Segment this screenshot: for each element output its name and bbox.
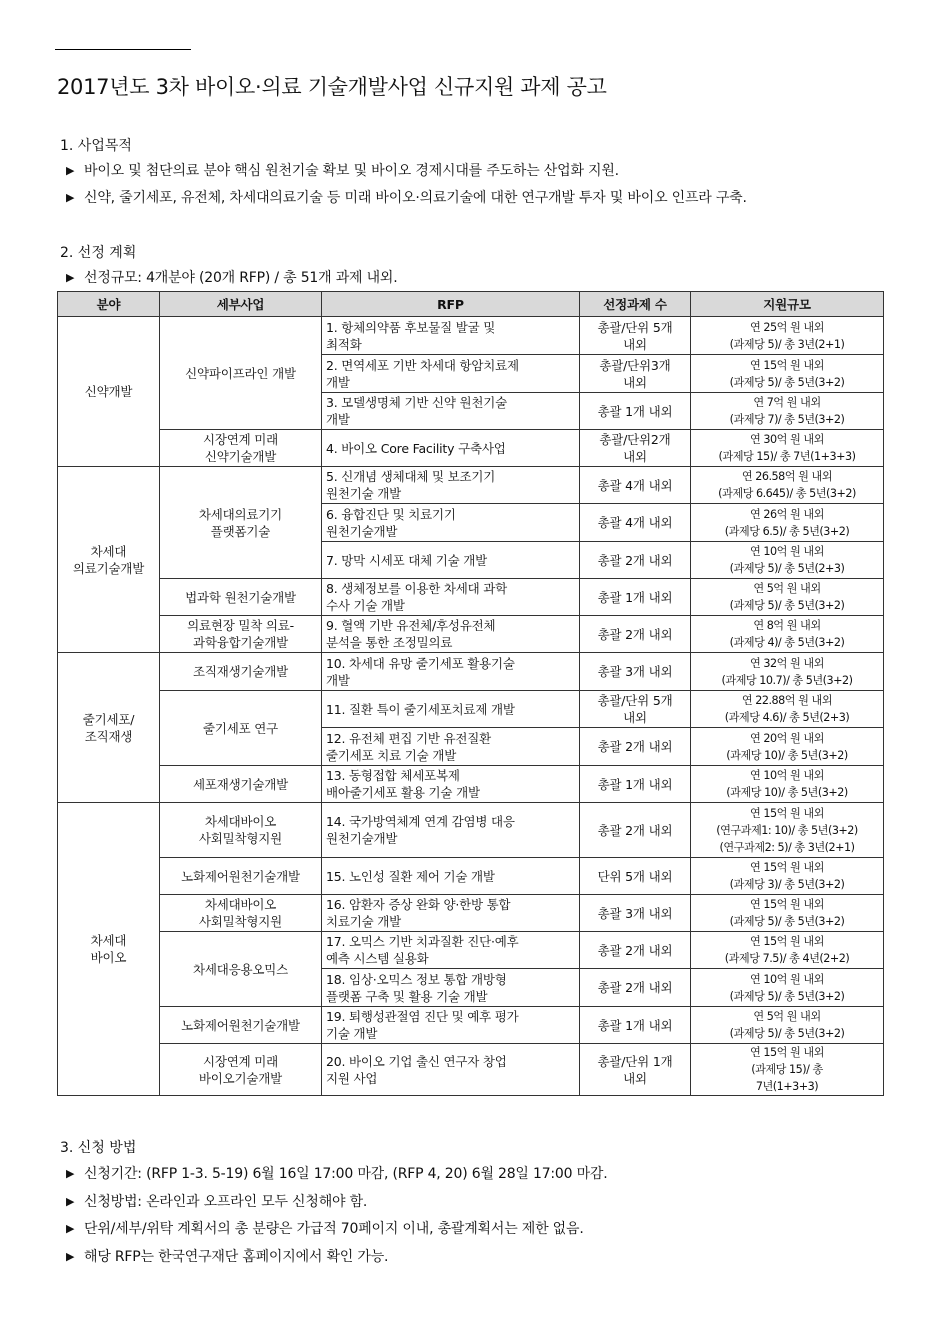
rfp-cell: 2. 면역세포 기반 차세대 항암치료제 개발	[322, 355, 580, 393]
bullet-text: 바이오 및 첨단의료 분야 핵심 원천기술 확보 및 바이오 경제시대를 주도하는 산업화 지원.	[84, 163, 619, 179]
bullet-text: 신청기간: (RFP 1-3. 5-19) 6월 16일 17:00 마감, (RFP 4, 20) 6월 28일 17:00 마감.	[84, 1166, 608, 1182]
header-program: 세부사업	[160, 292, 322, 317]
triangle-right-icon: ▶	[66, 271, 75, 284]
section-3-heading: 3. 신청 방법	[60, 1140, 137, 1156]
table-row	[58, 803, 884, 858]
rfp-cell: 12. 유전체 편집 기반 유전질환 줄기세포 치료 기술 개발	[322, 728, 580, 766]
count-cell: 단위 5개 내외	[580, 858, 691, 895]
program-cell: 시장연계 미래 신약기술개발	[160, 430, 322, 467]
support-cell: 연 22.88억 원 내외 (과제당 4.6)/ 총 5년(2+3)	[691, 691, 884, 728]
rfp-cell: 7. 망막 시세포 대체 기술 개발	[322, 542, 580, 579]
program-cell: 시장연계 미래 바이오기술개발	[160, 1044, 322, 1096]
triangle-right-icon: ▶	[66, 1167, 75, 1180]
section-3-bullet-1	[66, 1163, 608, 1183]
section-3-bullet-4	[66, 1246, 388, 1266]
section-3-bullet-3	[66, 1218, 584, 1238]
page-title: 2017년도 3차 바이오·의료 기술개발사업 신규지원 과제 공고	[57, 75, 607, 99]
count-cell: 총괄 3개 내외	[580, 653, 691, 691]
rfp-cell: 3. 모델생명체 기반 신약 원천기술 개발	[322, 393, 580, 430]
count-cell: 총괄/단위2개 내외	[580, 430, 691, 467]
support-cell: 연 15억 원 내외 (연구과제1: 10)/ 총 5년(3+2) (연구과제2: 5)/ 총 3년(2+1)	[691, 803, 884, 858]
support-cell: 연 10억 원 내외 (과제당 10)/ 총 5년(3+2)	[691, 766, 884, 803]
rfp-cell: 5. 신개념 생체대체 및 보조기기 원천기술 개발	[322, 467, 580, 504]
support-cell: 연 10억 원 내외 (과제당 5)/ 총 5년(2+3)	[691, 542, 884, 579]
program-cell: 차세대응용오믹스	[160, 932, 322, 1007]
selection-plan-table	[57, 291, 884, 1096]
table-row	[58, 858, 884, 895]
table-row	[58, 430, 884, 467]
rfp-cell: 15. 노인성 질환 제어 기술 개발	[322, 858, 580, 895]
count-cell: 총괄 2개 내외	[580, 803, 691, 858]
field-cell: 차세대 바이오	[58, 803, 160, 1096]
bullet-text: 단위/세부/위탁 계획서의 총 분량은 가급적 70페이지 이내, 총괄계획서는 제한 없음.	[84, 1221, 584, 1237]
support-cell: 연 26.58억 원 내외 (과제당 6.645)/ 총 5년(3+2)	[691, 467, 884, 504]
section-1-heading: 1. 사업목적	[60, 138, 132, 154]
count-cell: 총괄 1개 내외	[580, 579, 691, 616]
count-cell: 총괄 2개 내외	[580, 969, 691, 1007]
header-rule	[55, 49, 191, 50]
program-cell: 조직재생기술개발	[160, 653, 322, 691]
table-body	[58, 317, 884, 1096]
count-cell: 총괄 1개 내외	[580, 393, 691, 430]
count-cell: 총괄 1개 내외	[580, 1007, 691, 1044]
rfp-cell: 8. 생체정보를 이용한 차세대 과학 수사 기술 개발	[322, 579, 580, 616]
support-cell: 연 32억 원 내외 (과제당 10.7)/ 총 5년(3+2)	[691, 653, 884, 691]
program-cell: 차세대바이오 사회밀착형지원	[160, 803, 322, 858]
support-cell: 연 15억 원 내외 (과제당 5)/ 총 5년(3+2)	[691, 895, 884, 932]
support-cell: 연 5억 원 내외 (과제당 5)/ 총 5년(3+2)	[691, 1007, 884, 1044]
field-cell: 차세대 의료기술개발	[58, 467, 160, 653]
field-cell: 신약개발	[58, 317, 160, 467]
support-cell: 연 15억 원 내외 (과제당 7.5)/ 총 4년(2+2)	[691, 932, 884, 969]
table-header-row	[58, 292, 884, 317]
support-cell: 연 15억 원 내외 (과제당 15)/ 총 7년(1+3+3)	[691, 1044, 884, 1096]
program-cell: 노화제어원천기술개발	[160, 1007, 322, 1044]
table-row	[58, 895, 884, 932]
count-cell: 총괄 4개 내외	[580, 504, 691, 542]
rfp-cell: 9. 혈액 기반 유전체/후성유전체 분석을 통한 조정밀의료	[322, 616, 580, 653]
table-row	[58, 1007, 884, 1044]
count-cell: 총괄 3개 내외	[580, 895, 691, 932]
program-cell: 차세대의료기기 플랫폼기술	[160, 467, 322, 579]
rfp-cell: 17. 오믹스 기반 치과질환 진단·예후 예측 시스템 실용화	[322, 932, 580, 969]
header-rfp: RFP	[322, 292, 580, 317]
count-cell: 총괄 2개 내외	[580, 542, 691, 579]
support-cell: 연 25억 원 내외 (과제당 5)/ 총 3년(2+1)	[691, 317, 884, 355]
count-cell: 총괄 1개 내외	[580, 766, 691, 803]
support-cell: 연 8억 원 내외 (과제당 4)/ 총 5년(3+2)	[691, 616, 884, 653]
program-cell: 세포재생기술개발	[160, 766, 322, 803]
rfp-cell: 11. 질환 특이 줄기세포치료제 개발	[322, 691, 580, 728]
triangle-right-icon: ▶	[66, 164, 75, 177]
support-cell: 연 7억 원 내외 (과제당 7)/ 총 5년(3+2)	[691, 393, 884, 430]
bullet-text: 해당 RFP는 한국연구재단 홈페이지에서 확인 가능.	[84, 1249, 389, 1265]
table-row	[58, 317, 884, 355]
table-row	[58, 579, 884, 616]
bullet-text: 신청방법: 온라인과 오프라인 모두 신청해야 함.	[84, 1194, 368, 1210]
count-cell: 총괄 2개 내외	[580, 616, 691, 653]
field-cell: 줄기세포/ 조직재생	[58, 653, 160, 803]
bullet-text: 선정규모: 4개분야 (20개 RFP) / 총 51개 과제 내외.	[84, 270, 398, 286]
table-row	[58, 653, 884, 691]
table-row	[58, 467, 884, 504]
table-row	[58, 766, 884, 803]
support-cell: 연 5억 원 내외 (과제당 5)/ 총 5년(3+2)	[691, 579, 884, 616]
header-field: 분야	[58, 292, 160, 317]
section-1-bullet-2	[66, 187, 747, 207]
triangle-right-icon: ▶	[66, 191, 75, 204]
section-2-heading: 2. 선정 계획	[60, 245, 137, 261]
table-row	[58, 1044, 884, 1096]
table-row	[58, 616, 884, 653]
program-cell: 신약파이프라인 개발	[160, 317, 322, 430]
program-cell: 노화제어원천기술개발	[160, 858, 322, 895]
triangle-right-icon: ▶	[66, 1222, 75, 1235]
bullet-text: 신약, 줄기세포, 유전체, 차세대의료기술 등 미래 바이오·의료기술에 대한 연구개발 투자 및 바이오 인프라 구축.	[84, 190, 747, 206]
rfp-cell: 10. 차세대 유망 줄기세포 활용기술 개발	[322, 653, 580, 691]
section-3-bullet-2	[66, 1191, 367, 1211]
rfp-cell: 19. 퇴행성관절염 진단 및 예후 평가 기술 개발	[322, 1007, 580, 1044]
support-cell: 연 10억 원 내외 (과제당 5)/ 총 5년(3+2)	[691, 969, 884, 1007]
rfp-cell: 1. 항체의약품 후보물질 발굴 및 최적화	[322, 317, 580, 355]
count-cell: 총괄/단위3개 내외	[580, 355, 691, 393]
count-cell: 총괄/단위 5개 내외	[580, 317, 691, 355]
section-1-bullet-1	[66, 160, 619, 180]
support-cell: 연 26억 원 내외 (과제당 6.5)/ 총 5년(3+2)	[691, 504, 884, 542]
count-cell: 총괄/단위 5개 내외	[580, 691, 691, 728]
support-cell: 연 15억 원 내외 (과제당 5)/ 총 5년(3+2)	[691, 355, 884, 393]
header-support: 지원규모	[691, 292, 884, 317]
count-cell: 총괄 2개 내외	[580, 728, 691, 766]
program-cell: 의료현장 밀착 의료- 과학융합기술개발	[160, 616, 322, 653]
rfp-cell: 16. 암환자 증상 완화 양·한방 통합 치료기술 개발	[322, 895, 580, 932]
section-2-bullet-1	[66, 267, 398, 287]
rfp-cell: 13. 동형접합 체세포복제 배아줄기세포 활용 기술 개발	[322, 766, 580, 803]
table-row	[58, 691, 884, 728]
triangle-right-icon: ▶	[66, 1195, 75, 1208]
support-cell: 연 30억 원 내외 (과제당 15)/ 총 7년(1+3+3)	[691, 430, 884, 467]
program-cell: 줄기세포 연구	[160, 691, 322, 766]
rfp-cell: 6. 융합진단 및 치료기기 원천기술개발	[322, 504, 580, 542]
header-count: 선정과제 수	[580, 292, 691, 317]
table-row	[58, 932, 884, 969]
count-cell: 총괄 2개 내외	[580, 932, 691, 969]
triangle-right-icon: ▶	[66, 1250, 75, 1263]
rfp-cell: 14. 국가방역체계 연계 감염병 대응 원천기술개발	[322, 803, 580, 858]
rfp-cell: 18. 임상·오믹스 정보 통합 개방형 플랫폼 구축 및 활용 기술 개발	[322, 969, 580, 1007]
rfp-cell: 4. 바이오 Core Facility 구축사업	[322, 430, 580, 467]
support-cell: 연 20억 원 내외 (과제당 10)/ 총 5년(3+2)	[691, 728, 884, 766]
support-cell: 연 15억 원 내외 (과제당 3)/ 총 5년(3+2)	[691, 858, 884, 895]
program-cell: 법과학 원천기술개발	[160, 579, 322, 616]
count-cell: 총괄/단위 1개 내외	[580, 1044, 691, 1096]
program-cell: 차세대바이오 사회밀착형지원	[160, 895, 322, 932]
rfp-cell: 20. 바이오 기업 출신 연구자 창업 지원 사업	[322, 1044, 580, 1096]
count-cell: 총괄 4개 내외	[580, 467, 691, 504]
